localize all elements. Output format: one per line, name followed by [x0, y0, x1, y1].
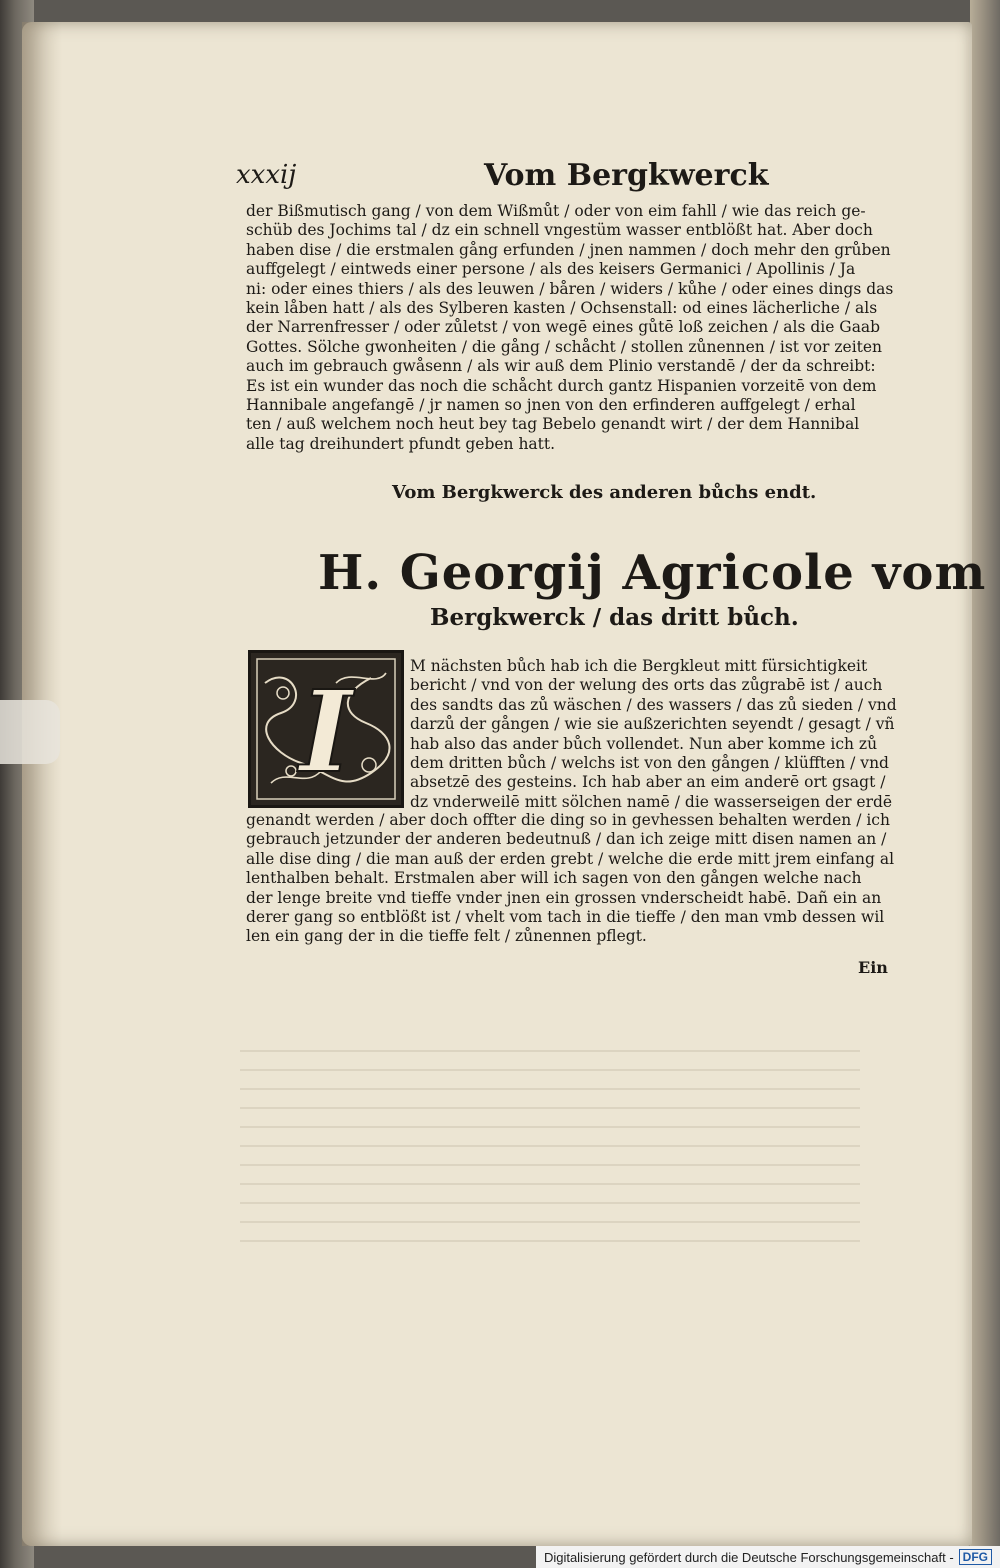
- text-line: lenthalben behalt. Erstmalen aber will ich sagen von den gången welche nach: [246, 869, 862, 888]
- initial-letter: I: [299, 667, 353, 798]
- text-line: dz vnderweilē mitt sölchen namē / die wasserseigen der erdē: [410, 792, 893, 811]
- running-title: Vom Bergkwerck: [484, 158, 769, 193]
- book-subtitle: Bergkwerck / das dritt bůch.: [430, 604, 799, 631]
- text-block-previous-book: [246, 202, 906, 454]
- text-line: Es ist ein wunder das noch die schåcht durch gantz Hispanien vorzeitē von dem: [246, 376, 877, 395]
- text-line: gebrauch jetzunder der anderen bedeutnuß / dan ich zeige mitt disen namen an /: [246, 830, 887, 849]
- text-line: der lenge breite vnd tieffe vnder jnen ein grossen vnderscheidt habē. Dañ ein an: [246, 888, 882, 907]
- text-line: derer gang so entblößt ist / vhelt vom tach in die tieffe / den man vmb dessen wil: [246, 907, 885, 926]
- dfg-logo-icon: DFG: [959, 1549, 992, 1565]
- text-line: Gottes. Sölche gwonheiten / die gång / schåcht / stollen zůnennen / ist vor zeiten: [246, 337, 883, 356]
- text-line: M nächsten bůch hab ich die Bergkleut mitt fürsichtigkeit: [410, 657, 868, 675]
- text-line: darzů der gången / wie sie außzerichten seyendt / gesagt / vñ: [410, 715, 895, 734]
- text-line: der Bißmutisch gang / von dem Wißmůt / oder von eim fahll / wie das reich ge-: [246, 202, 866, 220]
- text-line: hab also das ander bůch vollendet. Nun aber komme ich zů: [410, 734, 878, 753]
- text-block-continued: [246, 811, 906, 947]
- text-line: genandt werden / aber doch offter die ding so in gevhessen behalten werden / ich: [246, 811, 890, 829]
- text-line: haben dise / die erstmalen gång erfunden / jnen nammen / doch mehr den grůben: [246, 240, 891, 259]
- text-line: der Narrenfresser / oder zůletst / von wegē eines gůtē loß zeichen / als die Gaab: [246, 318, 881, 337]
- page-header: [236, 158, 896, 198]
- text-line: schüb des Jochims tal / dz ein schnell vngestüm wasser entblößt hat. Aber doch: [246, 221, 873, 240]
- page-stack-edge: [970, 0, 1000, 1568]
- digitization-credit: [536, 1546, 1000, 1568]
- decorated-initial: [248, 650, 404, 808]
- text-line: des sandts das zů wäschen / des wassers / das zů sieden / vnd: [410, 695, 897, 714]
- credit-text: Digitalisierung gefördert durch die Deutsche Forschungsgemeinschaft -: [543, 1549, 954, 1565]
- text-line: alle dise ding / die man auß der erden grebt / welche die erde mitt jrem einfang al: [246, 849, 895, 868]
- book-title: H. Georgij Agricole vom: [318, 545, 987, 601]
- text-line: dem dritten bůch / welchs ist von den gången / klüfften / vnd: [410, 753, 889, 772]
- text-line: kein låben hatt / als des Sylberen kasten / Ochsenstall: od eines lächerliche / als: [246, 298, 878, 317]
- show-through-text: [240, 1050, 860, 1280]
- catchword: Ein: [858, 958, 888, 977]
- text-line: bericht / vnd von der welung des orts das zůgrabē ist / auch: [410, 676, 883, 695]
- ornament-icon: [251, 653, 401, 805]
- text-line: ni: oder eines thiers / als des leuwen / båren / widers / kůhe / oder eines dings das: [246, 279, 894, 298]
- text-line: auffgelegt / eintweds einer persone / als des keisers Germanici / Apollinis / Ja: [246, 260, 856, 279]
- text-block-intro: [410, 657, 910, 812]
- text-line: absetzē des gesteins. Ich hab aber an eim anderē ort gsagt /: [410, 773, 886, 792]
- folio-number: xxxij: [236, 160, 297, 190]
- explicit-line: Vom Bergkwerck des anderen bůchs endt.: [392, 482, 817, 503]
- text-line: len ein gang der in die tieffe felt / zůnennen pflegt.: [246, 927, 647, 946]
- text-line: ten / auß welchem noch heut bey tag Bebelo genandt wirt / der dem Hannibal: [246, 415, 860, 434]
- page-clip: [0, 700, 60, 764]
- text-line: Hannibale angefangē / jr namen so jnen von den erfinderen auffgelegt / erhal: [246, 395, 856, 414]
- text-line: alle tag dreihundert pfundt geben hatt.: [246, 434, 556, 453]
- text-line: auch im gebrauch gwåsenn / als wir auß dem Plinio verstandē / der da schreibt:: [246, 357, 876, 376]
